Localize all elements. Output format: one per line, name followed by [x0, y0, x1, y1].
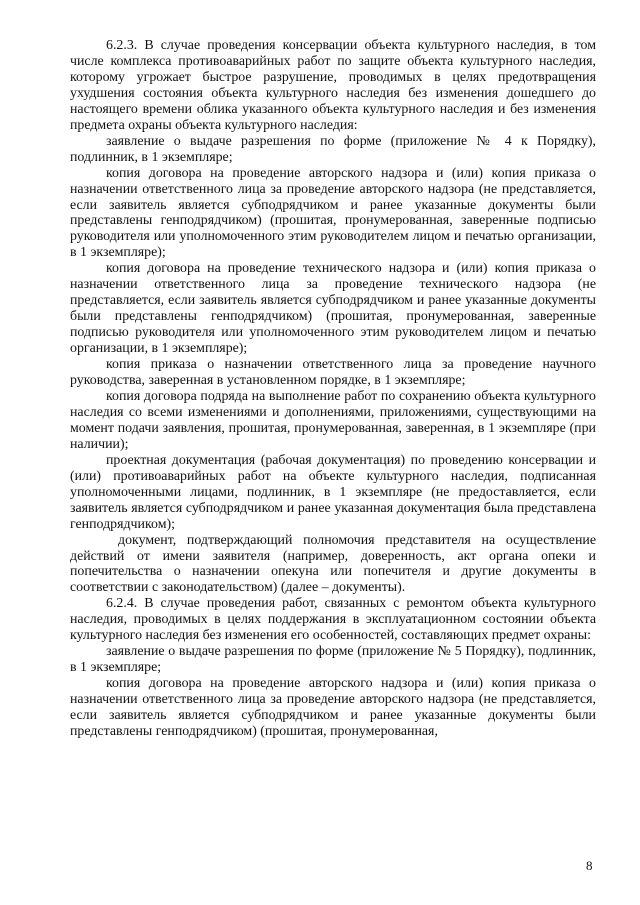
representative-authority-item: документ, подтверждающий полномочия представителя на осуществление действий от имени заявителя (например, доверенность, акт органа опеки и попечительства о назначении опекуна или попечителя и другие документы в соответствии с законодательством) (далее – документы). — [70, 532, 596, 596]
project-documentation-item: проектная документация (рабочая документация) по проведению консервации и (или) противоаварийных работ на объекте культурного наследия, подписанная уполномоченными лицами, подлинник, в 1 экземпляре (не предоставляется, если заявитель является субподрядчиком и ранее указанная документация была представлена генподрядчиком); — [70, 452, 596, 532]
author-supervision-contract-item-2: копия договора на проведение авторского надзора и (или) копия приказа о назначении ответственного лица за проведение авторского надзора (не представляется, если заявитель является субподрядчиком и ранее указанные документы были представлены генподрядчиком) (прошитая, пронумерованная, — [70, 676, 596, 739]
application-form-item: заявление о выдаче разрешения по форме (приложение № 4 к Порядку), подлинник, в 1 экземпляре; — [70, 133, 596, 165]
page-number: 8 — [586, 858, 593, 873]
document-page — [70, 38, 596, 740]
contract-agreement-item: копия договора подряда на выполнение работ по сохранению объекта культурного наследия со всеми изменениями и дополнениями, приложениями, существующими на момент подачи заявления, прошитая, пронумерованная, заверенная, в 1 экземпляре (при наличии); — [70, 388, 596, 452]
technical-supervision-contract-item: копия договора на проведение технического надзора и (или) копия приказа о назначении ответственного лица за проведение технического надзора (не представляется, если заявитель является субподрядчиком и ранее указанные документы были представлены генподрядчиком) (прошитая, пронумерованная, заверенные подписью руководителя или уполномоченного этим руководителем лицом и печатью организации, в 1 экземпляре); — [70, 261, 596, 357]
scientific-supervision-order-item: копия приказа о назначении ответственного лица за проведение научного руководства, заверенная в установленном порядке, в 1 экземпляре; — [70, 357, 596, 389]
application-form-item-2: заявление о выдаче разрешения по форме (приложение № 5 Порядку), подлинник, в 1 экземпляре; — [70, 644, 596, 676]
author-supervision-contract-item: копия договора на проведение авторского надзора и (или) копия приказа о назначении ответственного лица за проведение авторского надзора (не представляется, если заявитель является субподрядчиком и ранее указанные документы были представлены генподрядчиком) (прошитая, пронумерованная, заверенные подписью руководителя или уполномоченного этим руководителем лицом и печатью организации, в 1 экземпляре); — [70, 165, 596, 261]
section-6-2-3-paragraph: 6.2.3. В случае проведения консервации объекта культурного наследия, в том числе комплекса противоаварийных работ по защите объекта культурного наследия, которому угрожает быстрое разрушение, проводимых в целях предотвращения ухудшения состояния объекта культурного наследия без изменения дошедшего до настоящего времени облика указанного объекта культурного наследия и без изменения предмета охраны объекта культурного наследия: — [70, 38, 596, 133]
section-6-2-4-paragraph: 6.2.4. В случае проведения работ, связанных с ремонтом объекта культурного наследия, проводимых в целях поддержания в эксплуатационном состоянии объекта культурного наследия без изменения его особенностей, составляющих предмет охраны: — [70, 596, 596, 644]
